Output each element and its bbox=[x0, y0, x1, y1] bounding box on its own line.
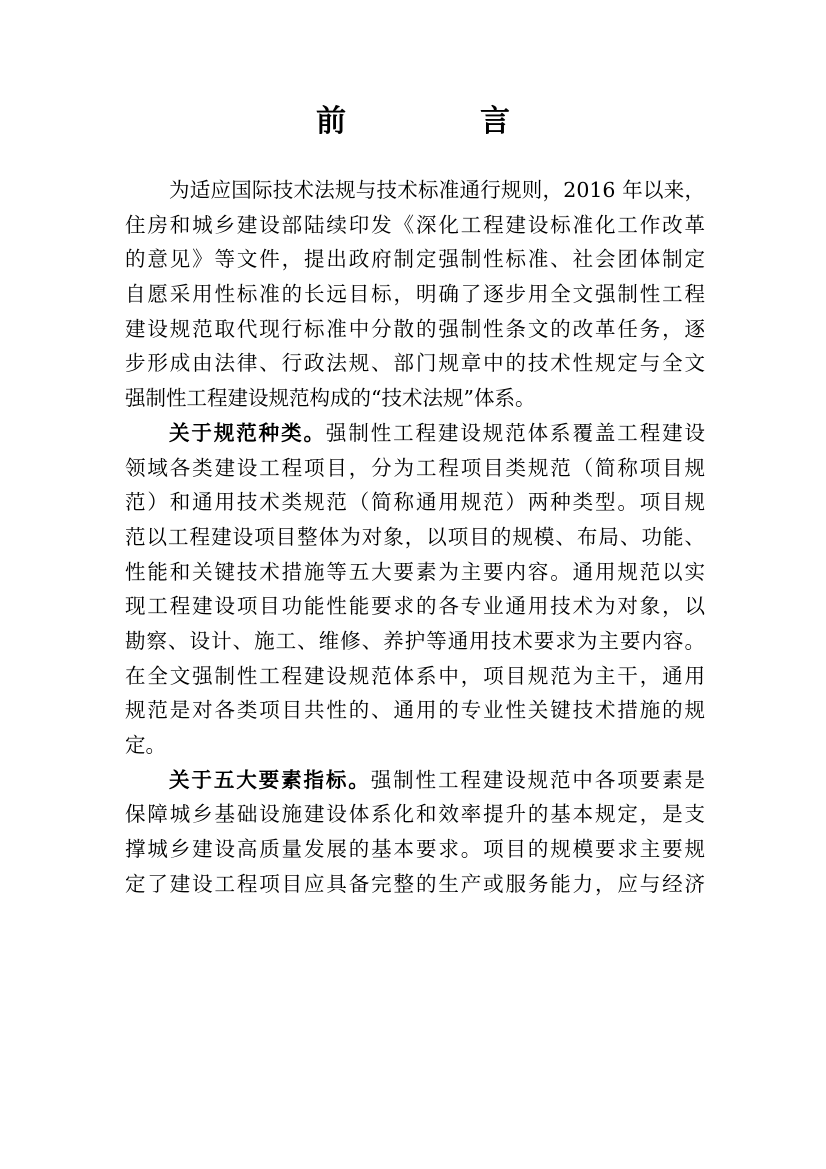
paragraph-line: 自愿采用性标准的长远目标，明确了逐步用全文强制性工程 bbox=[125, 282, 705, 307]
paragraph-line-text: 强制性工程建设规范中各项要素是 bbox=[370, 767, 706, 792]
paragraph-line: 为适应国际技术法规与技术标准通行规则，2016 年以来， bbox=[169, 178, 705, 202]
paragraph-line: 步形成由法律、行政法规、部门规章中的技术性规定与全文 bbox=[125, 351, 705, 376]
paragraph-line: 在全文强制性工程建设规范体系中，项目规范为主干，通用 bbox=[125, 663, 705, 688]
paragraph-line: 现工程建设项目功能性能要求的各专业通用技术为对象，以 bbox=[125, 594, 705, 619]
paragraph-line: 建设规范取代现行标准中分散的强制性条文的改革任务，逐 bbox=[125, 316, 705, 341]
paragraph-intro bbox=[125, 173, 705, 416]
paragraph-five-elements bbox=[125, 763, 705, 902]
paragraph-line-text: 强制性工程建设规范体系覆盖工程建设 bbox=[325, 420, 706, 445]
paragraph-first-line bbox=[125, 763, 705, 798]
paragraph-lead-heading: 关于规范种类。 bbox=[169, 420, 326, 445]
paragraph-line: 性能和关键技术措施等五大要素为主要内容。通用规范以实 bbox=[125, 559, 705, 584]
paragraph-line: 定了建设工程项目应具备完整的生产或服务能力，应与经济 bbox=[125, 871, 705, 896]
paragraph-line: 保障城乡基础设施建设体系化和效率提升的基本规定，是支 bbox=[125, 802, 705, 827]
paragraph-line: 范）和通用技术类规范（简称通用规范）两种类型。项目规 bbox=[125, 490, 705, 515]
paragraph-line: 住房和城乡建设部陆续印发《深化工程建设标准化工作改革 bbox=[125, 212, 705, 237]
paragraph-line: 领域各类建设工程项目，分为工程项目类规范（简称项目规 bbox=[125, 455, 705, 480]
paragraph-line: 的意见》等文件，提出政府制定强制性标准、社会团体制定 bbox=[125, 247, 705, 272]
paragraph-line: 强制性工程建设规范构成的“技术法规”体系。 bbox=[125, 386, 536, 411]
paragraph-first-line bbox=[125, 416, 705, 451]
paragraph-line: 规范是对各类项目共性的、通用的专业性关键技术措施的规 bbox=[125, 698, 705, 723]
paragraph-line: 撑城乡建设高质量发展的基本要求。项目的规模要求主要规 bbox=[125, 837, 705, 862]
page-title: 前 言 bbox=[316, 104, 562, 139]
document-body bbox=[125, 173, 705, 901]
paragraph-lead-heading: 关于五大要素指标。 bbox=[169, 767, 371, 792]
paragraph-line: 勘察、设计、施工、维修、养护等通用技术要求为主要内容。 bbox=[125, 628, 705, 653]
paragraph-standard-types bbox=[125, 416, 705, 763]
paragraph-line: 定。 bbox=[125, 733, 166, 757]
paragraph-line: 范以工程建设项目整体为对象，以项目的规模、布局、功能、 bbox=[125, 524, 705, 549]
